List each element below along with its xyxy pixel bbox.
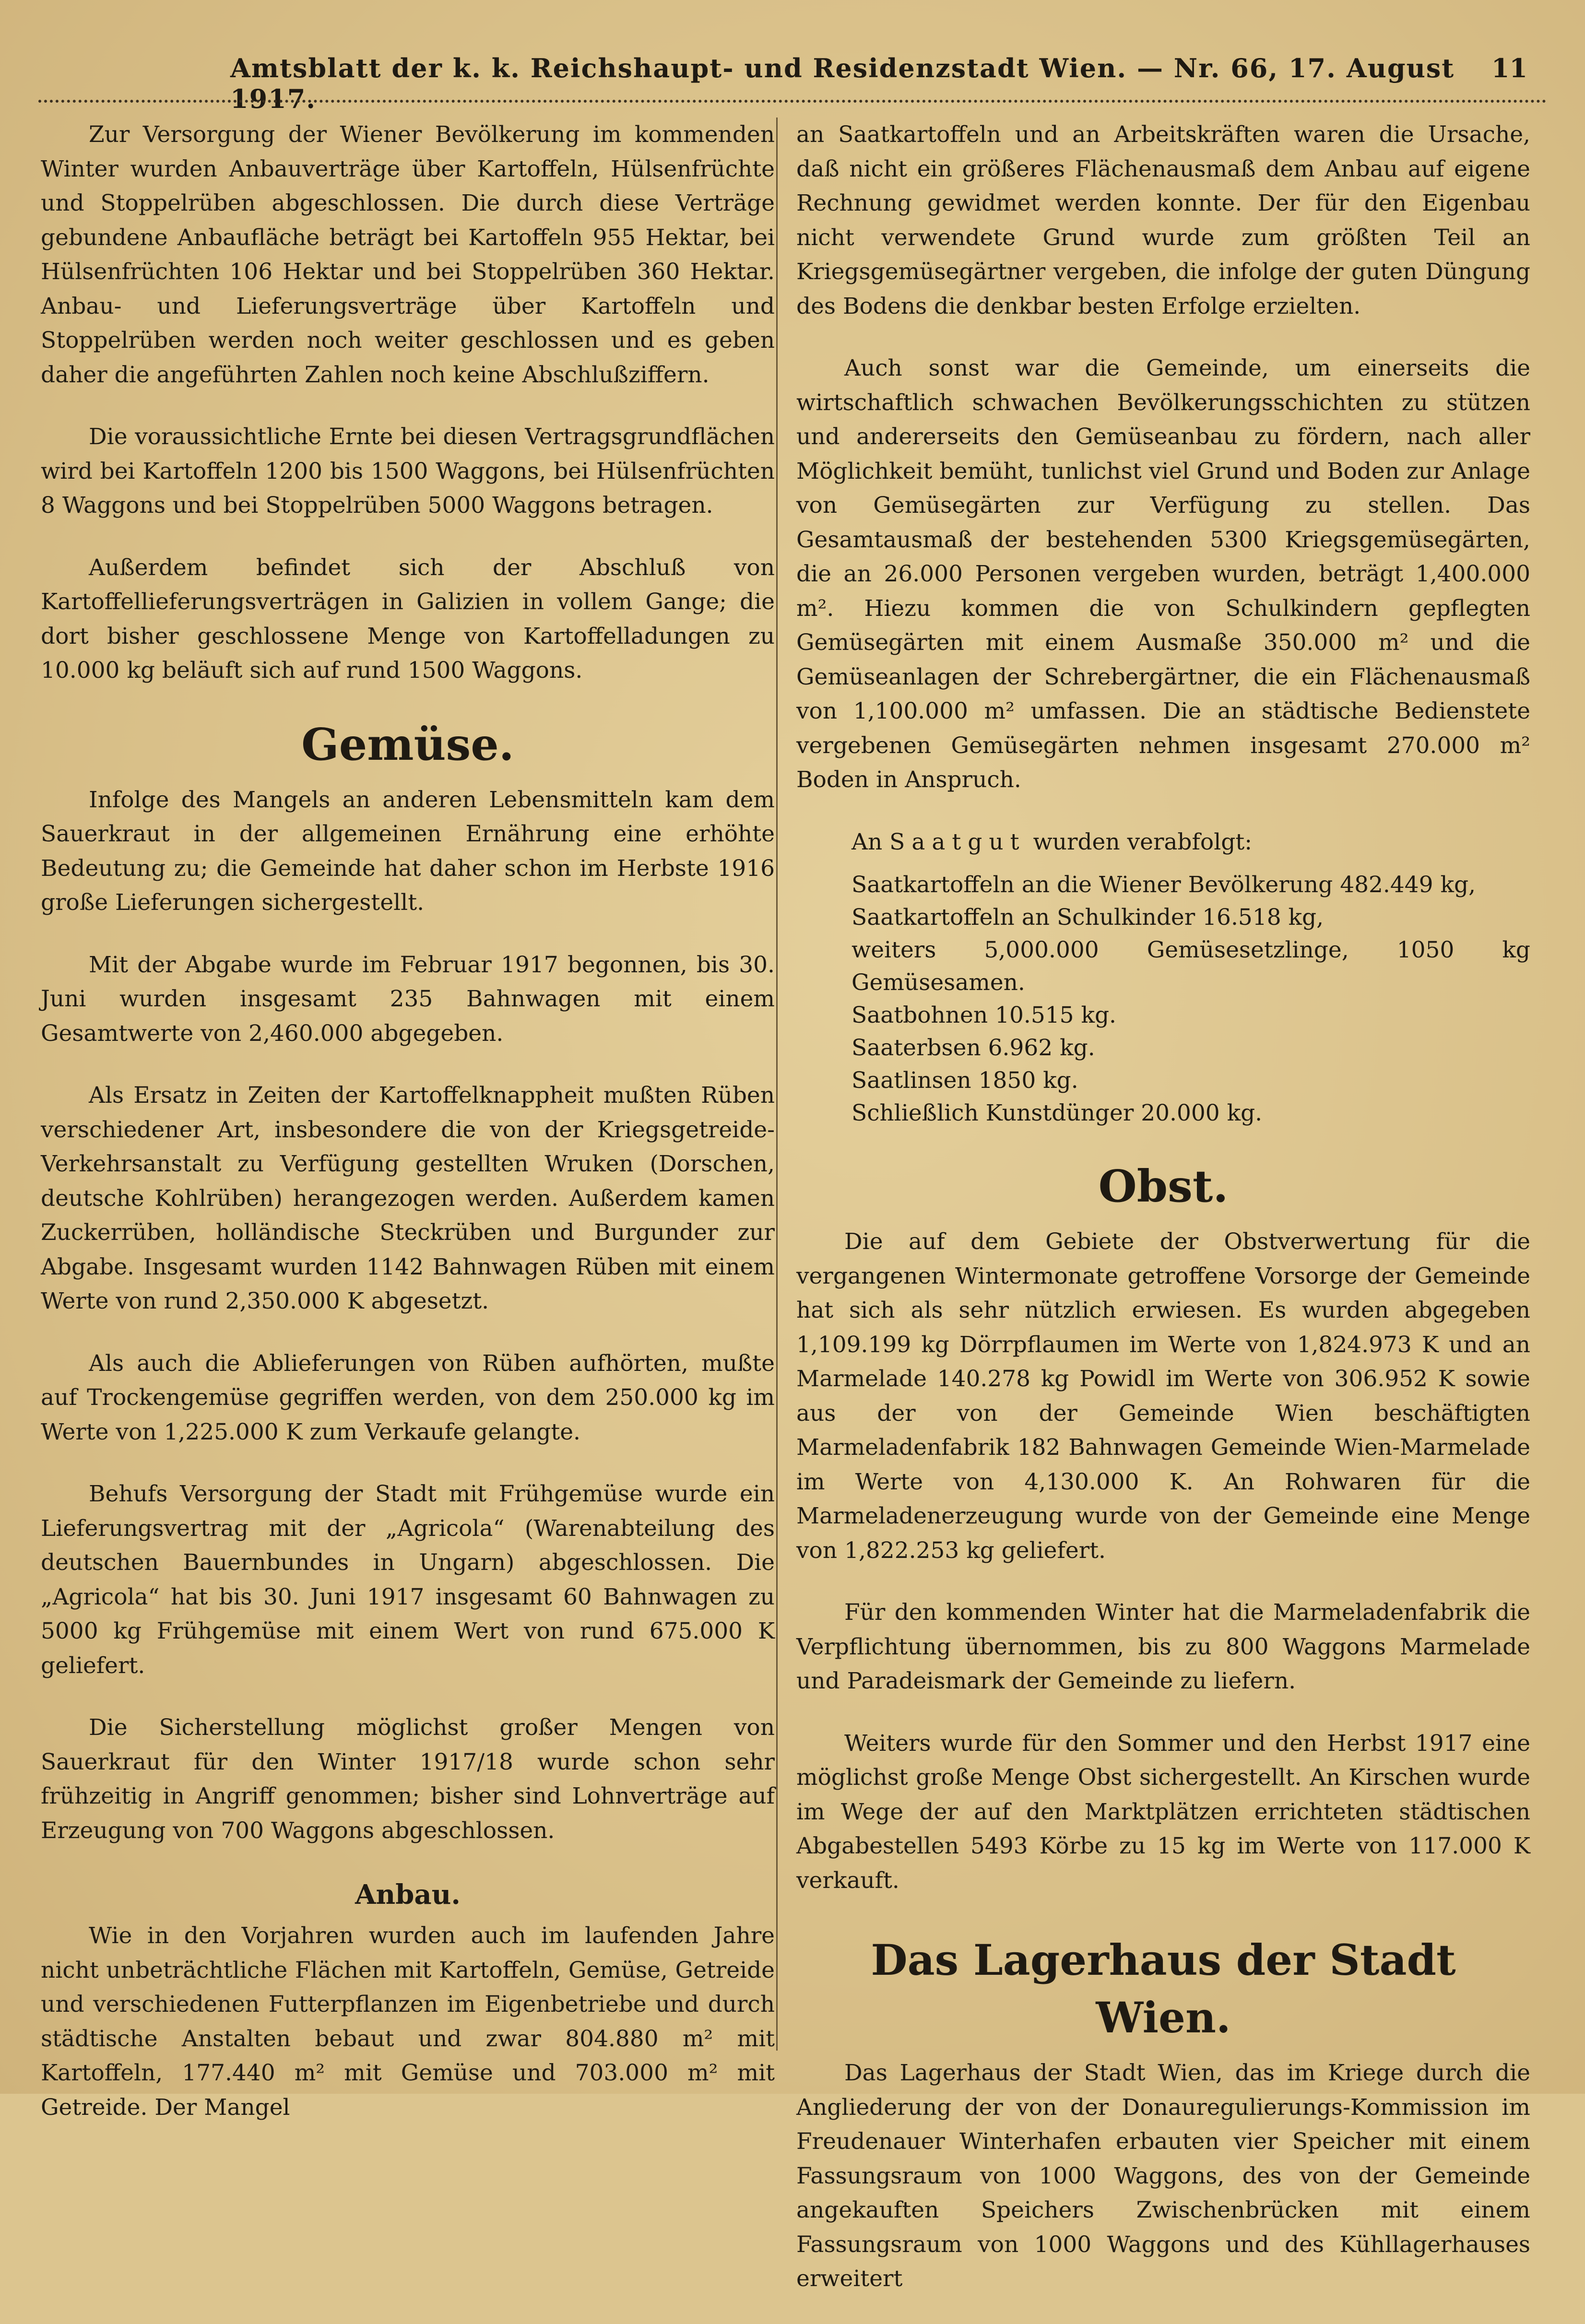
seed-intro-prefix: An bbox=[852, 828, 883, 855]
list-item: Schließlich Kunstdünger 20.000 kg. bbox=[852, 1100, 1263, 1126]
column-divider bbox=[776, 118, 778, 2051]
section-heading-anbau: Anbau. bbox=[355, 1879, 461, 1911]
list-item: Saatkartoffeln an Schulkinder 16.518 kg, bbox=[852, 904, 1324, 931]
seed-intro bbox=[796, 825, 1530, 860]
seed-list bbox=[796, 869, 1530, 1130]
paragraph: Infolge des Mangels an anderen Lebensmitteln kam dem Sauerkraut in der allgemeinen Ernährung eine erhöhte Bedeutung zu; die Gemeinde hat daher schon im Herbste 1916 große Lieferungen sichergestellt. bbox=[41, 786, 775, 916]
paragraph: Als auch die Ablieferungen von Rüben aufhörten, mußte auf Trockengemüse gegriffen werden, von dem 250.000 kg im Werte von 1,225.000 K zum Verkaufe gelangte. bbox=[41, 1350, 775, 1445]
paragraph: Für den kommenden Winter hat die Marmeladenfabrik die Verpflichtung übernommen, bis zu 800 Waggons Marmelade und Paradeismark der Gemeinde zu liefern. bbox=[796, 1599, 1530, 1694]
paragraph: Mit der Abgabe wurde im Februar 1917 begonnen, bis 30. Juni wurden insgesamt 235 Bahnwagen mit einem Gesamtwerte von 2,460.000 abgegeben. bbox=[41, 951, 775, 1047]
list-item: Saatlinsen 1850 kg. bbox=[852, 1067, 1078, 1094]
left-column bbox=[41, 118, 775, 2152]
paragraph: Wie in den Vorjahren wurden auch im laufenden Jahre nicht unbeträchtliche Flächen mit Kartoffeln, Gemüse, Getreide und verschiedenen Futterpflanzen im Eigenbetriebe und durch städtische Anstalten bebaut und zwar 804.880 m² mit Kartoffeln, 177.440 m² mit Gemüse und 703.000 m² mit Getreide. Der Mangel bbox=[41, 1923, 775, 2121]
seed-list-block bbox=[796, 825, 1530, 1130]
paragraph: Die Sicherstellung möglichst großer Mengen von Sauerkraut für den Winter 1917/18 wurde schon sehr frühzeitig in Angriff genommen; bisher sind Lohnverträge auf Erzeugung von 700 Waggons abgeschlossen. bbox=[41, 1714, 775, 1844]
header-dotted-rule bbox=[38, 100, 1547, 103]
paragraph: Weiters wurde für den Sommer und den Herbst 1917 eine möglichst große Menge Obst sichergestellt. An Kirschen wurde im Wege der auf den Marktplätzen errichteten städtischen Abgabestellen 5493 Körbe zu 15 kg im Werte von 117.000 K verkauft. bbox=[796, 1730, 1530, 1894]
list-item: weiters 5,000.000 Gemüsesetzlinge, 1050 kg Gemüsesamen. bbox=[852, 937, 1530, 996]
paragraph: an Saatkartoffeln und an Arbeitskräften waren die Ursache, daß nicht ein größeres Flächenausmaß dem Anbau auf eigene Rechnung gewidmet werden konnte. Der für den Eigenbau nicht verwendete Grund wurde zum größten Teil an Kriegsgemüsegärtner vergeben, die infolge der guten Düngung des Bodens die denkbar besten Erfolge erzielten. bbox=[796, 121, 1530, 319]
paragraph: Als Ersatz in Zeiten der Kartoffelknappheit mußten Rüben verschiedener Art, insbesondere die von der Kriegsgetreide-Verkehrsanstalt zu Verfügung gestellten Wruken (Dorschen, deutsche Kohlrüben) herangezogen werden. Außerdem kamen Zuckerrüben, holländische Steckrüben und Burgunder zur Abgabe. Insgesamt wurden 1142 Bahnwagen Rüben mit einem Werte von rund 2,350.000 K abgesetzt. bbox=[41, 1082, 775, 1314]
list-item: Saaterbsen 6.962 kg. bbox=[852, 1035, 1095, 1061]
section-heading-obst: Obst. bbox=[1098, 1160, 1229, 1212]
header-title: Amtsblatt der k. k. Reichshaupt- und Residenzstadt Wien. — Nr. 66, 17. August 1917. bbox=[230, 53, 1455, 114]
section-heading-lagerhaus: Das Lagerhaus der Stadt Wien. bbox=[871, 1935, 1456, 2042]
page-number: 11 bbox=[1491, 53, 1527, 83]
list-item: Saatbohnen 10.515 kg. bbox=[852, 1002, 1116, 1028]
page-header bbox=[38, 48, 1547, 114]
paragraph: Die voraussichtliche Ernte bei diesen Vertragsgrundflächen wird bei Kartoffeln 1200 bis 1500 Waggons, bei Hülsenfrüchten 8 Waggons und bei Stoppelrüben 5000 Waggons betragen. bbox=[41, 424, 775, 519]
paragraph: Außerdem befindet sich der Abschluß von Kartoffellieferungsverträgen in Galizien in vollem Gange; die dort bisher geschlossene Menge von Kartoffelladungen zu 10.000 kg beläuft sich auf rund 1500 Waggons. bbox=[41, 554, 775, 684]
list-item: Saatkartoffeln an die Wiener Bevölkerung 482.449 kg, bbox=[852, 872, 1476, 898]
section-heading-gemuese: Gemüse. bbox=[301, 718, 514, 770]
paragraph: Behufs Versorgung der Stadt mit Frühgemüse wurde ein Lieferungsvertrag mit der „Agricola“ (Warenabteilung des deutschen Bauernbundes in Ungarn) abgeschlossen. Die „Agricola“ hat bis 30. Juni 1917 insgesamt 60 Bahnwagen zu 5000 kg Frühgemüse mit einem Wert von rund 675.000 K geliefert. bbox=[41, 1481, 775, 1679]
paragraph: Das Lagerhaus der Stadt Wien, das im Kriege durch die Angliederung der von der Donauregulierungs-Kommission im Freudenauer Winterhafen erbauten vier Speicher mit einem Fassungsraum von 1000 Waggons, des von der Gemeinde angekauften Speichers Zwischenbrücken mit einem Fassungsraum von 1000 Waggons und des Kühllagerhauses erweitert bbox=[796, 2060, 1530, 2292]
paragraph: Auch sonst war die Gemeinde, um einerseits die wirtschaftlich schwachen Bevölkerungsschichten zu stützen und andererseits den Gemüseanbau zu fördern, nach aller Möglichkeit bemüht, tunlichst viel Grund und Boden zur Anlage von Gemüsegärten zur Verfügung zu stellen. Das Gesamtausmaß der bestehenden 5300 Kriegsgemüsegärten, die an 26.000 Personen vergeben wurden, beträgt 1,400.000 m². Hiezu kommen die von Schulkindern gepflegten Gemüsegärten mit einem Ausmaße 350.000 m² und die Gemüseanlagen der Schrebergärtner, die ein Flächenausmaß von 1,100.000 m² umfassen. Die an städtische Bedienstete vergebenen Gemüsegärten nehmen insgesamt 270.000 m² Boden in Anspruch. bbox=[796, 355, 1530, 793]
seed-intro-suffix: wurden verabfolgt: bbox=[1033, 828, 1253, 855]
seed-intro-word: Saatgut bbox=[889, 828, 1026, 855]
paragraph: Zur Versorgung der Wiener Bevölkerung im kommenden Winter wurden Anbauverträge über Kartoffeln, Hülsenfrüchte und Stoppelrüben abgeschlossen. Die durch diese Verträge gebundene Anbaufläche beträgt bei Kartoffeln 955 Hektar, bei Hülsenfrüchten 106 Hektar und bei Stoppelrüben 360 Hektar. Anbau- und Lieferungsverträge über Kartoffeln und Stoppelrüben werden noch weiter geschlossen und es geben daher die angeführten Zahlen noch keine Abschlußziffern. bbox=[41, 121, 775, 388]
paragraph: Die auf dem Gebiete der Obstverwertung für die vergangenen Wintermonate getroffene Vorsorge der Gemeinde hat sich als sehr nützlich erwiesen. Es wurden abgegeben 1,109.199 kg Dörrpflaumen im Werte von 1,824.973 K und an Marmelade 140.278 kg Powidl im Werte von 306.952 K sowie aus der von der Gemeinde Wien beschäftigten Marmeladenfabrik 182 Bahnwagen Gemeinde Wien-Marmelade im Werte von 4,130.000 K. An Rohwaren für die Marmeladenerzeugung wurde von der Gemeinde eine Menge von 1,822.253 kg geliefert. bbox=[796, 1228, 1530, 1564]
right-column bbox=[796, 118, 1530, 2324]
